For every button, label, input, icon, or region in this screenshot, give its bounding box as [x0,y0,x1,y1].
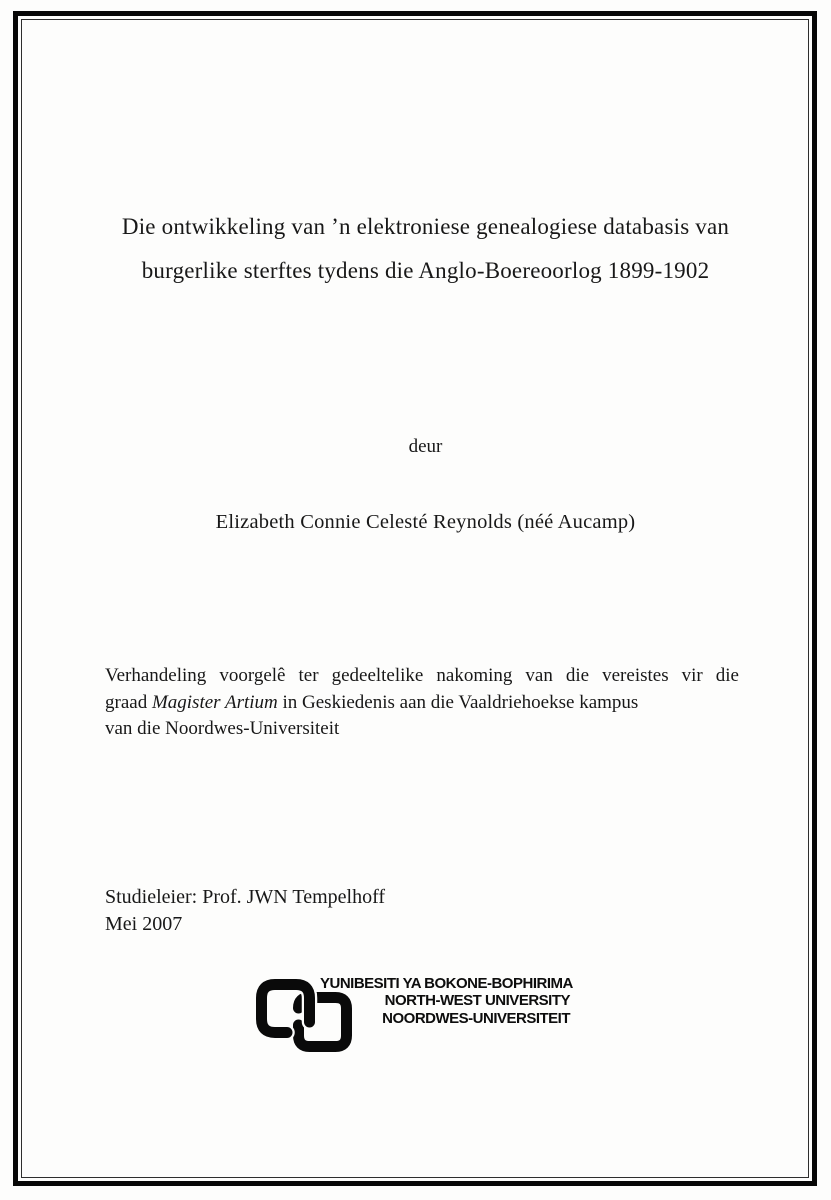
declaration-line2 [105,690,739,717]
degree-name: Magister Artium [151,691,278,713]
byline-deur: deur [408,436,443,457]
supervisor-block [105,884,385,937]
author-name: Elizabeth Connie Celesté Reynolds (néé Aucamp) [215,511,636,533]
nwu-logo-line-setswana: YUNIBESITI YA BOKONE-BOPHIRIMA [320,975,573,992]
declaration-line2-pre: graad [105,691,152,713]
nwu-logo-wordmark [320,975,573,1027]
thesis-title-line2: burgerlike sterftes tydens die Anglo-Boereoorlog 1899-1902 [141,257,710,283]
nwu-logo-line-english: NORTH-WEST UNIVERSITY [384,992,570,1010]
thesis-title [20,205,831,292]
supervisor-line: Studieleier: Prof. JWN Tempelhoff [105,886,386,908]
declaration-line3: van die Noordwes-Universiteit [105,718,340,739]
declaration-line2-post: in Geskiedenis aan die Vaaldriehoekse kampus [277,691,639,713]
date-line: Mei 2007 [105,912,183,935]
declaration-line1: Verhandeling voorgelê ter gedeeltelike nakoming van die vereistes vir die [105,665,739,686]
nwu-logo-line-afrikaans: NOORDWES-UNIVERSITEIT [382,1009,570,1027]
thesis-title-line1: Die ontwikkeling van ’n elektroniese genealogiese databasis van [121,214,730,239]
declaration-paragraph [105,663,739,743]
